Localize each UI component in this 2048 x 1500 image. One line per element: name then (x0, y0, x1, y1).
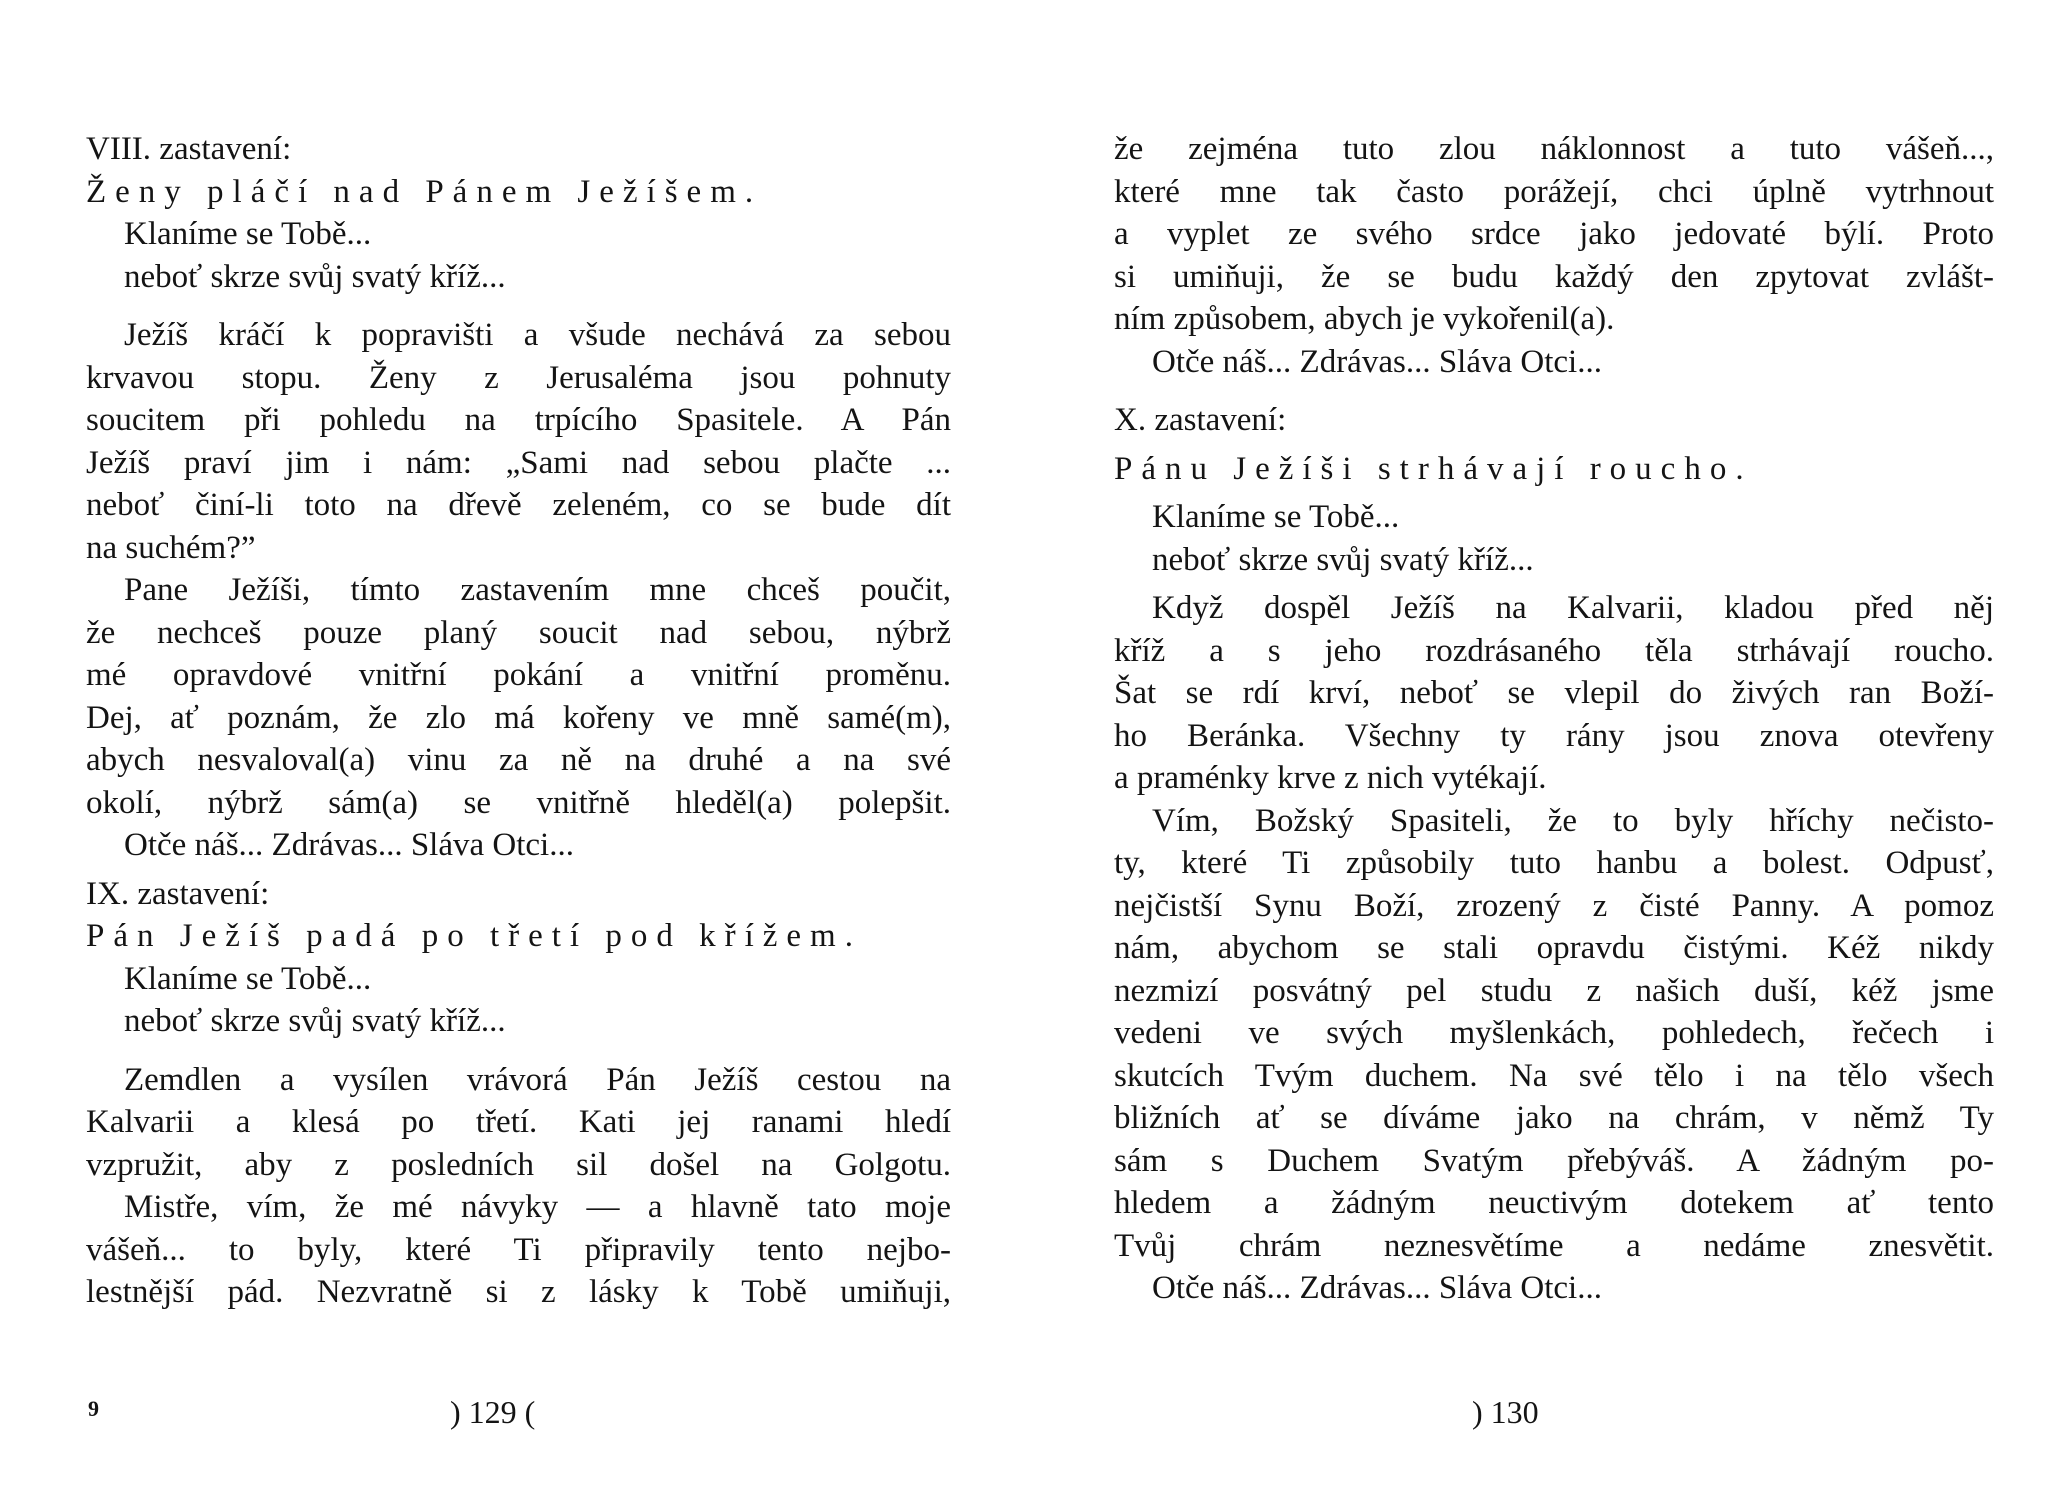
station-10-body-line: skutcích Tvým duchem. Na své tělo i na tělo všech (1114, 1057, 1994, 1094)
station-9-body-line: Kalvarii a klesá po třetí. Kati jej ranami hledí (86, 1104, 951, 1140)
station-8-body-line: krvavou stopu. Ženy z Jerusaléma jsou pohnuty (86, 359, 951, 396)
left-text-column (86, 128, 951, 1314)
page-number: ) 129 ( (450, 1394, 536, 1430)
station-10-body-line: Vím, Božský Spasiteli, že to byly hříchy nečisto- (1152, 802, 1994, 839)
station-8-body-line: že nechceš pouze planý soucit nad sebou, nýbrž (86, 614, 951, 651)
station-10-body-line: nezmizí posvátný pel studu z našich duší, kéž jsme (1114, 972, 1994, 1009)
station-8-closing: Otče náš... Zdrávas... Sláva Otci... (124, 827, 574, 863)
station-10-closing: Otče náš... Zdrávas... Sláva Otci... (1152, 1270, 1602, 1306)
station-10-body-line: Když dospěl Ježíš na Kalvarii, kladou před něj (1152, 590, 1994, 626)
station-10-body-line: bližních ať se díváme jako na chrám, v němž Ty (1114, 1100, 1994, 1136)
station-9-body-line: Zemdlen a vysílen vrávorá Pán Ježíš cestou na (124, 1061, 951, 1098)
station-10-prayer-line: Klaníme se Tobě... (1152, 499, 1400, 535)
station-9-prayer-line: neboť skrze svůj svatý kříž... (124, 1003, 506, 1039)
station-10-body-line: Šat se rdí krví, neboť se vlepil do živých ran Boží- (1114, 675, 1994, 711)
station-8-prayer-line: Klaníme se Tobě... (124, 216, 372, 252)
station-9-body-line: vášeň... to byly, které Ti připravily tento nejbo- (86, 1231, 951, 1268)
station-8-body-line: Pane Ježíši, tímto zastavením mne chceš poučit, (124, 572, 951, 608)
continued-text-line: si umiňuji, že se budu každý den zpytovat zvlášt- (1114, 258, 1994, 295)
station-8-title: Ženy pláčí nad Pánem Ježíšem. (86, 173, 763, 210)
station-10-body-line: vedeni ve svých myšlenkách, pohledech, řečech i (1114, 1015, 1994, 1051)
station-10-heading: X. zastavení: (1114, 402, 1287, 438)
station-8-body-line: Ježíš praví jim i nám: „Sami nad sebou plačte ... (86, 444, 951, 481)
station-10-body-line: a praménky krve z nich vytékají. (1114, 760, 1547, 796)
station-9-heading: IX. zastavení: (86, 875, 270, 912)
station-10-body-line: kříž a s jeho rozdrásaného těla strhávají roucho. (1114, 632, 1994, 669)
right-page (1024, 0, 2048, 1500)
station-9-body-line: Mistře, vím, že mé návyky — a hlavně tato moje (124, 1189, 951, 1225)
continued-text-line: a vyplet ze svého srdce jako jedovaté býlí. Proto (1114, 216, 1994, 252)
station-10-body-line: nám, abychom se stali opravdu čistými. Kéž nikdy (1114, 930, 1994, 966)
station-9-body-line: lestnější pád. Nezvratně si z lásky k Tobě umiňuji, (86, 1274, 951, 1310)
station-8-body-line: Dej, ať poznám, že zlo má kořeny ve mně samé(m), (86, 699, 951, 736)
station-10-body-line: Tvůj chrám neznesvětíme a nedáme znesvětit. (1114, 1227, 1994, 1264)
station-10-body-line: sám s Duchem Svatým přebýváš. A žádným po- (1114, 1142, 1994, 1179)
station-8-body-line: okolí, nýbrž sám(a) se vnitřně hleděl(a) polepšit. (86, 784, 951, 821)
station-8-body-line: na suchém?” (86, 529, 256, 566)
station-8-prayer-line: neboť skrze svůj svatý kříž... (124, 258, 506, 295)
station-8-heading: VIII. zastavení: (86, 131, 292, 167)
station-8-body-line: neboť činí-li toto na dřevě zeleném, co se bude dít (86, 487, 951, 523)
station-8-body-line: soucitem při pohledu na trpícího Spasitele. A Pán (86, 402, 951, 438)
station-9-prayer-line: Klaníme se Tobě... (124, 960, 372, 997)
station-10-body-line: ho Beránka. Všechny ty rány jsou znova otevřeny (1114, 717, 1994, 754)
station-8-body-line: Ježíš kráčí k popravišti a všude nechává za sebou (124, 317, 951, 353)
station-8-body-line: abych nesvaloval(a) vinu za ně na druhé a na své (86, 742, 951, 778)
continued-text-line: které mne tak často porážejí, chci úplně vytrhnout (1114, 173, 1994, 210)
continued-text-line: ním způsobem, abych je vykořenil(a). (1114, 301, 1615, 337)
station-10-prayer-line: neboť skrze svůj svatý kříž... (1152, 541, 1534, 578)
page-number: ) 130 (1472, 1394, 1539, 1430)
closing-prayer: Otče náš... Zdrávas... Sláva Otci... (1152, 343, 1602, 380)
printer-signature: 9 (88, 1396, 99, 1421)
station-9-title: Pán Ježíš padá po třetí pod křížem. (86, 918, 862, 954)
station-10-body-line: nejčistší Synu Boží, zrozený z čisté Panny. A pomoz (1114, 887, 1994, 924)
station-10-body-line: ty, které Ti způsobily tuto hanbu a bolest. Odpusť, (1114, 845, 1994, 881)
station-10-title: Pánu Ježíši strhávají roucho. (1114, 450, 1753, 487)
right-text-column (1114, 128, 1994, 1310)
station-8-body-line: mé opravdové vnitřní pokání a vnitřní proměnu. (86, 657, 951, 693)
station-9-body-line: vzpružit, aby z posledních sil došel na Golgotu. (86, 1146, 951, 1183)
station-10-body-line: hledem a žádným neuctivým dotekem ať tento (1114, 1185, 1994, 1221)
continued-text-line: že zejména tuto zlou náklonnost a tuto vášeň..., (1114, 131, 1994, 167)
